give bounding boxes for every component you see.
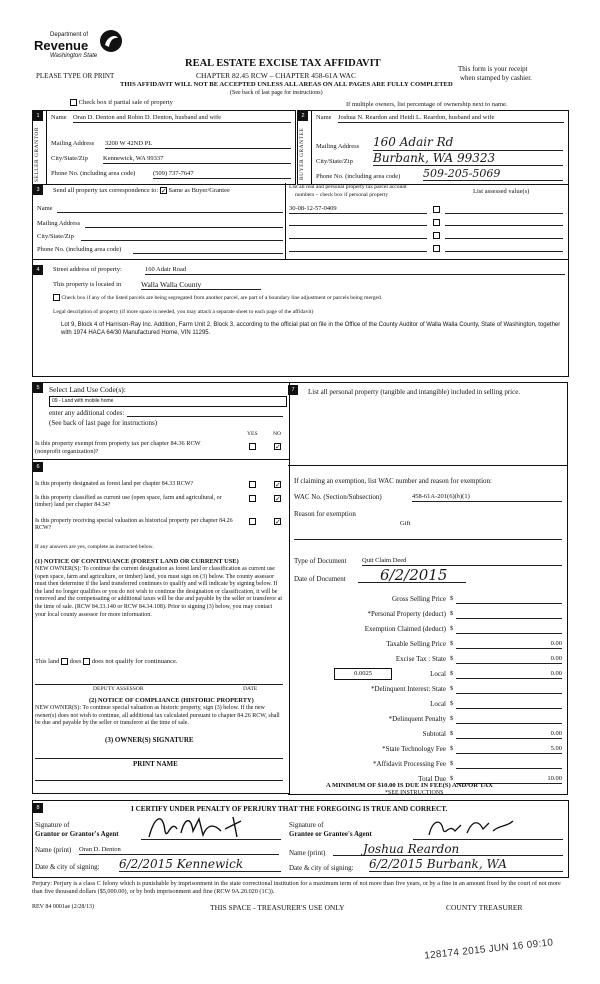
notice1-title: (1) NOTICE OF CONTINUANCE (FOREST LAND OR CURRENT USE)	[35, 558, 239, 565]
please-type: PLEASE TYPE OR PRINT	[36, 72, 115, 80]
legal-description[interactable]: Lot 9, Block 4 of Harrison-Ray Inc. Addition, Farm Unit 2, Block 3, according to the official plat on file in the Office of the County Auditor of Walla Walla County, State of Washington, together with 1974 HACA 64/30 Manufactured Home, VIN 11295.	[61, 322, 561, 336]
section-1-seller	[32, 110, 296, 185]
parcel-header-2: numbers – check box if personal property	[295, 192, 389, 198]
form-warning: THIS AFFIDAVIT WILL NOT BE ACCEPTED UNLESS ALL AREAS ON ALL PAGES ARE FULLY COMPLETED	[120, 81, 453, 88]
segregated-checkbox[interactable]	[53, 294, 60, 301]
select-land-use-label: Select Land Use Code(s):	[49, 385, 126, 394]
minimum-note-visible: A MINIMUM OF $10.00 IS DUE IN FEE(S) AND/OR TAX	[326, 782, 493, 789]
this-land-label: This land	[35, 658, 60, 665]
see-back-note: (See back of last page for instructions)	[230, 90, 323, 96]
current-use-question: Is this property classified as current use (open space, farm and agricultural, or timber) land per chapter 84.34?	[35, 495, 222, 508]
seller-mail-label: Mailing Address	[51, 140, 95, 147]
s5-no: NO	[273, 431, 282, 437]
delinquent-interest-local[interactable]	[456, 700, 562, 709]
send-correspondence	[53, 187, 230, 195]
gross-selling-price[interactable]	[456, 595, 562, 604]
row-label: *Personal Property (deduct)	[367, 610, 446, 618]
row-cur: $	[450, 775, 454, 782]
section-number-3: 3	[33, 185, 43, 195]
exempt-yes-checkbox[interactable]	[249, 443, 256, 450]
state-technology-fee[interactable]: 5.00	[456, 745, 562, 754]
section-number-5: 5	[33, 383, 43, 393]
section-7-tax	[288, 382, 568, 795]
forest-no-checkbox[interactable]: ✓	[275, 481, 281, 489]
current-use-no-checkbox[interactable]: ✓	[275, 495, 281, 503]
doc-date[interactable]: 6/2/2015	[358, 567, 466, 583]
perjury-text: Perjury: Perjury is a class C felony which is punishable by imprisonment in the state correctional institution for a maximum term of not more than five years, or by a fine in an amount fixed by the court of not more than five thousand dollars ($5,000.00), or by both imprisonment and fine (RCW 9A.20.020 (1C)).	[32, 880, 561, 895]
current-use-yes-checkbox[interactable]	[249, 495, 256, 502]
row-cur: $	[450, 700, 454, 707]
street-label: Street address of property:	[53, 266, 122, 273]
row-cur: $	[450, 760, 454, 767]
grantee-sig-label-1: Signature of	[289, 821, 324, 829]
seller-name-label: Name	[51, 114, 67, 121]
s3-phone-label: Phone No. (including area code)	[37, 246, 122, 253]
partial-sale-row	[70, 99, 173, 107]
parcel-header-1: List all real and personal property tax parcel account	[289, 184, 407, 190]
parcel-4-checkbox[interactable]	[433, 245, 440, 252]
total-due[interactable]: 10.00	[456, 775, 562, 784]
grantor-date-label: Date & city of signing:	[35, 863, 100, 871]
send-label: Send all property tax correspondence to:	[53, 187, 159, 194]
row-label: Local	[430, 670, 446, 678]
street-address[interactable]: 160 Adair Road	[145, 266, 565, 275]
grantor-name[interactable]: Oran D. Denton	[79, 846, 279, 855]
s3-mail-label: Mailing Address	[37, 220, 81, 227]
doc-date-label: Date of Document	[294, 575, 346, 583]
same-as-buyer-checkbox[interactable]: ✓	[160, 187, 167, 196]
land-use-select[interactable]: 09 - Land with mobile home	[49, 396, 287, 407]
grantor-sig-label-1: Signature of	[35, 821, 70, 829]
affidavit-processing-fee[interactable]	[456, 760, 562, 769]
section-2-buyer	[297, 110, 569, 185]
grantee-date-city[interactable]: 6/2/2015 Burbank, WA	[369, 857, 563, 872]
subtotal[interactable]: 0.00	[456, 730, 562, 739]
owners-signature-label: (3) OWNER(S) SIGNATURE	[105, 736, 194, 744]
logo-line1: Department of	[50, 32, 89, 38]
historic-no-checkbox[interactable]: ✓	[275, 518, 281, 526]
receipt-note-1: This form is your receipt	[458, 65, 528, 73]
row-label: Subtotal	[422, 730, 446, 738]
grantee-date-label: Date & city of signing:	[289, 864, 354, 872]
row-cur: $	[450, 730, 454, 737]
row-label: Exemption Claimed (deduct)	[364, 625, 446, 633]
legal-label: Legal description of property (if more space is needed, you may attach a separate sheet to each page of the affidavit)	[53, 309, 314, 315]
row-cur: $	[450, 595, 454, 602]
buyer-city[interactable]: Burbank, WA 99323	[373, 151, 563, 166]
section-6-continuance	[32, 458, 290, 794]
doc-type-label: Type of Document	[294, 557, 347, 565]
if-yes-note: If any answers are yes, complete as instructed below.	[35, 544, 154, 550]
grantee-name-label: Name (print)	[289, 849, 326, 857]
forest-yes-checkbox[interactable]	[249, 481, 256, 488]
seller-phone[interactable]: (509) 737-7647	[153, 170, 291, 179]
seller-mail[interactable]: 3200 W 42ND PL	[105, 140, 291, 149]
buyer-mail-label: Mailing Address	[316, 143, 360, 150]
county-treasurer: COUNTY TREASURER	[446, 903, 523, 912]
row-label: *State Technology Fee	[382, 745, 446, 753]
section-5-land-use	[32, 382, 290, 460]
row-label: *Affidavit Processing Fee	[373, 760, 446, 768]
taxable-selling-price[interactable]: 0.00	[456, 640, 562, 649]
buyer-name-label: Name	[316, 114, 332, 121]
buyer-phone[interactable]: 509-205-5069	[423, 168, 563, 181]
print-name-label: PRINT NAME	[133, 760, 178, 768]
exemption-claimed[interactable]	[456, 625, 562, 634]
county-label: This property is located in	[53, 281, 122, 288]
excise-local[interactable]: 0.00	[456, 670, 562, 679]
does-not-label: does not qualify for continuance.	[91, 658, 178, 665]
reason[interactable]: Gift	[400, 520, 411, 527]
delinquent-interest-state[interactable]	[456, 685, 562, 694]
s5-yes: YES	[247, 431, 258, 437]
historic-question: Is this property receiving special valuation as historical property per chapter 84.26 RCW?	[35, 518, 233, 531]
does-checkbox[interactable]	[61, 658, 68, 665]
seller-city-label: City/State/Zip	[51, 155, 88, 162]
row-label: Excise Tax : State	[395, 655, 446, 663]
same-as-label: Same as Buyer/Grantee	[168, 187, 230, 194]
revenue-logo	[32, 28, 132, 68]
section-number-1: 1	[33, 111, 43, 121]
grantor-agent-label: Grantor or Grantor's Agent	[35, 830, 119, 838]
buyer-mail[interactable]: 160 Adair Rd	[373, 135, 563, 151]
assessed-header: List assessed value(s)	[473, 188, 530, 195]
recording-stamp: 128174 2015 JUN 16 09:10	[423, 937, 554, 962]
row-cur: $	[450, 715, 454, 722]
historic-yes-checkbox[interactable]	[249, 518, 256, 525]
seller-name[interactable]: Oran D. Denton and Robin D. Denton, husband and wife	[73, 114, 291, 123]
exempt-no-checkbox[interactable]: ✓	[275, 443, 281, 451]
row-label: Gross Selling Price	[391, 595, 446, 603]
wac-number[interactable]: 458-61A-201(6)(b)(1)	[412, 493, 562, 502]
see-instructions: *SEE INSTRUCTIONS	[385, 790, 444, 796]
grantee-name[interactable]: Joshua Reardon	[333, 842, 563, 856]
buyer-name[interactable]: Joshua N. Reardon and Heidi L. Reardon, husband and wife	[338, 114, 564, 123]
doc-type[interactable]: Quit Claim Deed	[362, 557, 562, 566]
logo-line3: Washington State	[50, 53, 98, 59]
parcel-1-checkbox[interactable]	[433, 206, 440, 213]
row-cur: $	[450, 745, 454, 752]
reason-label: Reason for exemption	[294, 510, 356, 518]
section-number-8: 8	[33, 803, 43, 813]
wac-label: WAC No. (Section/Subsection)	[294, 493, 382, 501]
notice2-title: (2) NOTICE OF COMPLIANCE (HISTORIC PROPERTY)	[89, 697, 254, 704]
notice2-body: NEW OWNER(S): To continue special valuation as historic property, sign (3) below. If the new owner(s) does not wish to continue, all additional tax calculated pursuant to chapter 84.26 RCW, shall be due and payable by the seller or transferor at the time of sale.	[35, 705, 280, 727]
row-label: Total Due	[418, 775, 446, 783]
county[interactable]: Walla Walla County	[141, 281, 261, 290]
section-3-correspondence	[32, 183, 569, 260]
forest-question: Is this property designated as forest land per chapter 84.33 RCW?	[35, 481, 194, 487]
buyer-side-label: BUYER GRANTEE	[299, 127, 305, 181]
excise-state[interactable]: 0.00	[456, 655, 562, 664]
receipt-note-2: when stamped by cashier.	[460, 74, 532, 82]
row-label: Local	[430, 700, 446, 708]
row-cur: $	[450, 625, 454, 632]
row-cur: $	[450, 655, 454, 662]
land-qualify-row	[35, 658, 178, 666]
segregated-label: Check box if any of the listed parcels are being segregated from another parcel, are part of a boundary line adjustment or parcels being merged.	[61, 294, 383, 301]
segregated-row	[53, 294, 382, 302]
row-cur: $	[450, 685, 454, 692]
delinquent-penalty[interactable]	[456, 715, 562, 724]
buyer-phone-label: Phone No. (including area code)	[316, 173, 401, 180]
multiple-owners-note: If multiple owners, list percentage of ownership next to name.	[346, 101, 508, 108]
buyer-city-label: City/State/Zip	[316, 158, 353, 165]
parcel-2-checkbox[interactable]	[433, 219, 440, 226]
section-number-2: 2	[298, 111, 308, 121]
section-number-4: 4	[33, 265, 43, 275]
grantee-agent-label: Grantee or Grantee's Agent	[289, 830, 372, 838]
logo-swirl-icon	[98, 28, 124, 54]
does-label: does	[69, 658, 82, 665]
seller-phone-label: Phone No. (including area code)	[51, 170, 136, 177]
section-number-6: 6	[33, 462, 43, 472]
partial-sale-checkbox[interactable]	[70, 99, 77, 106]
parcel-1[interactable]: 30-08-12-57-0409	[289, 205, 427, 214]
row-label: *Delinquent Interest: State	[370, 685, 446, 693]
seller-city[interactable]: Kennewick, WA 99337	[103, 155, 291, 164]
grantee-signature-icon	[423, 815, 533, 841]
section-8-signatures	[32, 800, 569, 878]
treasurer-use: THIS SPACE - TREASURER'S USE ONLY	[210, 903, 345, 912]
s3-name-label: Name	[37, 205, 53, 212]
additional-codes-label: enter any additional codes:	[49, 409, 125, 417]
partial-sale-label: Check box if partial sale of property	[78, 99, 173, 106]
s3-city-label: City/State/Zip	[37, 233, 74, 240]
exemption-label: If claiming an exemption, list WAC number and reason for exemption:	[294, 477, 492, 485]
form-title: REAL ESTATE EXCISE TAX AFFIDAVIT	[185, 58, 381, 69]
personal-property-label: List all personal property (tangible and intangible) included in selling price.	[308, 388, 521, 396]
grantor-date-city[interactable]: 6/2/2015 Kennewick	[119, 857, 281, 872]
row-cur: $	[450, 670, 454, 677]
row-cur: $	[450, 610, 454, 617]
local-rate-box[interactable]: 0.0025	[334, 668, 392, 680]
row-cur: $	[450, 640, 454, 647]
does-not-checkbox[interactable]	[83, 658, 90, 665]
exempt-question: Is this property exempt from property tax per chapter 84.36 RCW (nonprofit organization)?	[35, 440, 201, 455]
form-subtitle: CHAPTER 82.45 RCW – CHAPTER 458-61A WAC	[196, 71, 356, 80]
parcel-3-checkbox[interactable]	[433, 232, 440, 239]
deputy-date-label: DATE	[243, 686, 258, 692]
notice1-body: NEW OWNER(S): To continue the current designation as forest land or classification as current use (open space, farm and agriculture, or timber) land, you must sign on (3) below. The county assessor must then determine if the land transferred continues to qualify and will indicate by signing below. If the land no longer qualifies or you do not wish to continue the designation or classification, it will be removed and the compensating or additional taxes will be due and payable by the seller or transferor at the time of sale. (RCW 84.33.140 or RCW 84.34.108). Prior to signing (3) below, you may contact your local county assessor for more information.	[35, 566, 283, 618]
logo-line2: Revenue	[34, 38, 89, 53]
grantor-name-label: Name (print)	[35, 846, 72, 854]
seller-side-label: SELLER GRANTOR	[34, 126, 40, 182]
section-4-property	[32, 259, 569, 377]
row-label: *Delinquent Penalty	[388, 715, 446, 723]
s5-see-back: (See back of last page for instructions)	[49, 419, 158, 427]
deputy-assessor-label: DEPUTY ASSESSOR	[93, 686, 144, 692]
rev-number: REV 84 0001ae (2/28/13)	[32, 904, 95, 910]
section-number-7: 7	[288, 385, 298, 395]
certify-text: I CERTIFY UNDER PENALTY OF PERJURY THAT THE FOREGOING IS TRUE AND CORRECT.	[131, 805, 448, 813]
row-label: Taxable Selling Price	[386, 640, 446, 648]
personal-property-deduct[interactable]	[456, 610, 562, 619]
